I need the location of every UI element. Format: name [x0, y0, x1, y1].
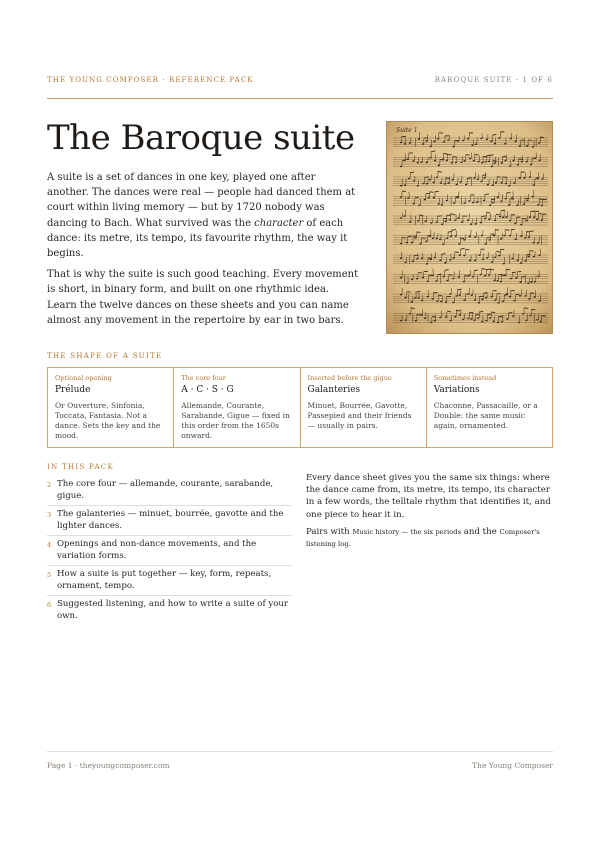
- note-head: [438, 165, 440, 167]
- note-head: [454, 316, 456, 318]
- note-beam: [486, 212, 490, 213]
- note-head: [426, 162, 428, 164]
- intro-emphasis: character: [254, 217, 304, 229]
- footer-rule: [47, 751, 553, 752]
- note-head: [527, 256, 529, 258]
- intro-p1-end: of each dance: its metre, its tempo, its favourite rhythm, the way it begins.: [47, 217, 348, 260]
- note-head: [487, 184, 489, 186]
- note-head: [440, 301, 442, 303]
- pack-description-paragraph: Every dance sheet gives you the same six things: where the dance came from, its metre, its tempo, its character in a few words, the telltale rhythm that identifies it, and one piece to hear it in.: [306, 473, 551, 520]
- header-page-indicator: BAROQUE SUITE · 1 OF 6: [434, 76, 553, 84]
- note-head: [467, 138, 469, 140]
- note-beam: [539, 199, 543, 200]
- note-head: [433, 141, 435, 143]
- note-head: [452, 179, 454, 181]
- pack-section-label: IN THIS PACK: [47, 463, 114, 471]
- note-head: [484, 218, 486, 220]
- note-head: [541, 178, 543, 180]
- note-head: [463, 239, 465, 241]
- note-beam: [487, 314, 491, 315]
- note-head: [452, 146, 454, 148]
- note-head: [519, 295, 521, 297]
- note-head: [467, 220, 469, 222]
- note-head: [471, 144, 473, 146]
- note-head: [471, 294, 473, 296]
- note-beam: [506, 269, 510, 270]
- note-beam: [479, 311, 483, 312]
- note-head: [417, 220, 419, 222]
- manuscript-heading: Suite 1: [396, 127, 418, 134]
- note-head: [460, 181, 462, 183]
- intro-p1-start: A suite is a set of dances in one key, played one after another. The dances were real — people had danced them at court within living memory — but by 1720 nobody was dancing to Bach. What survived was the: [47, 172, 356, 229]
- suite-shape-table: [47, 367, 553, 448]
- intro-text: [47, 170, 359, 334]
- list-item: [47, 566, 292, 596]
- note-head: [524, 295, 526, 297]
- related-pack-listening-log: Composer's listening log: [306, 527, 540, 549]
- note-beam: [428, 258, 432, 259]
- note-head: [441, 223, 443, 225]
- note-head: [493, 235, 495, 237]
- note-head: [484, 275, 486, 277]
- note-head: [412, 160, 414, 162]
- note-head: [537, 204, 539, 206]
- note-head: [409, 313, 411, 315]
- note-head: [491, 166, 493, 168]
- note-head: [526, 161, 528, 163]
- page-title: The Baroque suite: [47, 118, 355, 158]
- list-item-number: 2: [47, 481, 52, 489]
- note-head: [400, 185, 402, 187]
- list-item-number: 4: [47, 541, 52, 549]
- shape-section-label: THE SHAPE OF A SUITE: [47, 352, 163, 360]
- note-head: [412, 261, 414, 263]
- note-head: [479, 274, 481, 276]
- note-head: [457, 217, 459, 219]
- cell-tag: Inserted before the gigue: [307, 374, 392, 382]
- manuscript-image: [386, 121, 553, 334]
- note-head: [458, 295, 460, 297]
- note-head: [413, 203, 415, 205]
- list-item-text: The galanteries — minuet, bourrée, gavotte and the lighter dances.: [57, 509, 284, 531]
- manuscript-score-drawing: [387, 122, 553, 334]
- note-head: [424, 220, 426, 222]
- cell-description: Or Ouverture, Sinfonia, Toccata, Fantasia. Not a dance. Sets the key and the mood.: [55, 401, 161, 440]
- note-head: [527, 282, 529, 284]
- note-head: [513, 182, 515, 184]
- note-head: [462, 319, 464, 321]
- note-head: [408, 178, 410, 180]
- note-beam: [402, 237, 406, 238]
- note-head: [456, 184, 458, 186]
- note-head: [498, 137, 500, 139]
- note-beam: [438, 295, 442, 296]
- list-item: [47, 476, 292, 506]
- note-beam: [528, 140, 532, 141]
- intro-paragraph-1: [47, 170, 359, 261]
- note-head: [432, 237, 434, 239]
- list-item: [47, 536, 292, 566]
- note-head: [541, 219, 543, 221]
- note-head: [509, 235, 511, 237]
- list-item-number: 3: [47, 511, 52, 519]
- note-head: [470, 318, 472, 320]
- cell-tag: The core four: [181, 374, 226, 382]
- footer-page-and-site: Page 1 · theyoungcomposer.com: [47, 761, 170, 770]
- pairs-with-lead: Pairs with: [306, 526, 353, 537]
- list-item-text: Suggested listening, and how to write a suite of your own.: [57, 599, 289, 621]
- note-head: [502, 300, 504, 302]
- suite-cell-opening: [48, 368, 174, 447]
- note-head: [523, 204, 525, 206]
- note-head: [459, 314, 461, 316]
- note-head: [446, 280, 448, 282]
- note-head: [488, 218, 490, 220]
- note-head: [440, 182, 442, 184]
- cell-title: A · C · S · G: [181, 385, 234, 395]
- note-head: [436, 238, 438, 240]
- note-head: [537, 242, 539, 244]
- pairs-with-end: .: [348, 540, 351, 549]
- note-head: [453, 202, 455, 204]
- note-head: [400, 217, 402, 219]
- cell-title: Prélude: [55, 385, 91, 395]
- note-head: [519, 177, 521, 179]
- note-head: [433, 197, 435, 199]
- note-head: [519, 281, 521, 283]
- list-item-number: 5: [47, 571, 52, 579]
- note-head: [477, 317, 479, 319]
- list-item-number: 6: [47, 601, 52, 609]
- note-head: [414, 237, 416, 239]
- note-head: [458, 243, 460, 245]
- cell-description: Chaconne, Passacaille, or a Double: the same music again, ornamented.: [433, 401, 538, 430]
- note-head: [497, 197, 499, 199]
- list-item-text: How a suite is put together — key, form, repeats, ornament, tempo.: [57, 569, 272, 591]
- related-pack-music-history: Music history — the six periods: [352, 527, 462, 536]
- note-head: [439, 259, 441, 261]
- cell-description: Allemande, Courante, Sarabande, Gigue — fixed in this order from the 1650s onward.: [181, 401, 290, 440]
- list-item-text: Openings and non-dance movements, and the variation forms.: [57, 539, 257, 561]
- suite-cell-variations: [427, 368, 552, 447]
- note-beam: [540, 137, 544, 138]
- note-head: [447, 139, 449, 141]
- note-head: [520, 262, 522, 264]
- note-head: [463, 255, 465, 257]
- note-head: [533, 256, 535, 258]
- note-beam: [430, 192, 434, 193]
- note-head: [478, 254, 480, 256]
- cell-tag: Sometimes instead: [433, 374, 497, 382]
- header-series-title: THE YOUNG COMPOSER · REFERENCE PACK: [47, 76, 254, 84]
- note-head: [465, 184, 467, 186]
- note-head: [489, 205, 491, 207]
- cell-tag: Optional opening: [55, 374, 112, 382]
- note-head: [508, 185, 510, 187]
- note-head: [494, 299, 496, 301]
- note-head: [429, 179, 431, 181]
- note-head: [439, 317, 441, 319]
- note-head: [426, 263, 428, 265]
- note-head: [526, 200, 528, 202]
- note-head: [436, 300, 438, 302]
- note-head: [469, 236, 471, 238]
- note-head: [500, 200, 502, 202]
- suite-cell-core-four: [174, 368, 300, 447]
- note-head: [474, 236, 476, 238]
- note-head: [498, 255, 500, 257]
- note-head: [467, 318, 469, 320]
- note-head: [463, 160, 465, 162]
- pairs-with-joiner: and the: [461, 526, 500, 537]
- suite-cell-galanteries: [301, 368, 427, 447]
- pack-description: [306, 472, 553, 555]
- list-item: [47, 506, 292, 536]
- intro-paragraph-2: That is why the suite is such good teaching. Every movement is short, in binary form, and built on one rhythmic idea. Learn the twelve dances on these sheets and you can name almost any movement in the repertoire by ear in two bars.: [47, 269, 359, 326]
- list-item: [47, 596, 292, 625]
- footer-publisher: The Young Composer: [472, 761, 553, 770]
- note-head: [427, 281, 429, 283]
- cell-title: Galanteries: [307, 385, 361, 395]
- note-head: [463, 299, 465, 301]
- note-beam: [448, 154, 452, 155]
- note-head: [516, 260, 518, 262]
- note-beam: [516, 217, 520, 218]
- note-head: [514, 223, 516, 225]
- note-head: [426, 183, 428, 185]
- pack-contents-list: [47, 476, 292, 625]
- note-head: [510, 278, 512, 280]
- note-head: [435, 280, 437, 282]
- note-head: [516, 204, 518, 206]
- pairs-with-note: [306, 526, 553, 550]
- note-beam: [530, 251, 534, 252]
- cell-title: Variations: [433, 385, 480, 395]
- cell-description: Minuet, Bourrée, Gavotte, Passepied and their friends — usually in pairs.: [307, 401, 412, 430]
- note-head: [411, 242, 413, 244]
- note-head: [524, 237, 526, 239]
- note-beam: [517, 271, 521, 272]
- note-head: [470, 223, 472, 225]
- note-head: [469, 157, 471, 159]
- header-rule: [47, 98, 553, 99]
- list-item-text: The core four — allemande, courante, sarabande, gigue.: [57, 479, 274, 501]
- note-beam: [524, 308, 528, 309]
- note-head: [523, 177, 525, 179]
- note-head: [528, 298, 530, 300]
- note-head: [462, 140, 464, 142]
- note-head: [457, 196, 459, 198]
